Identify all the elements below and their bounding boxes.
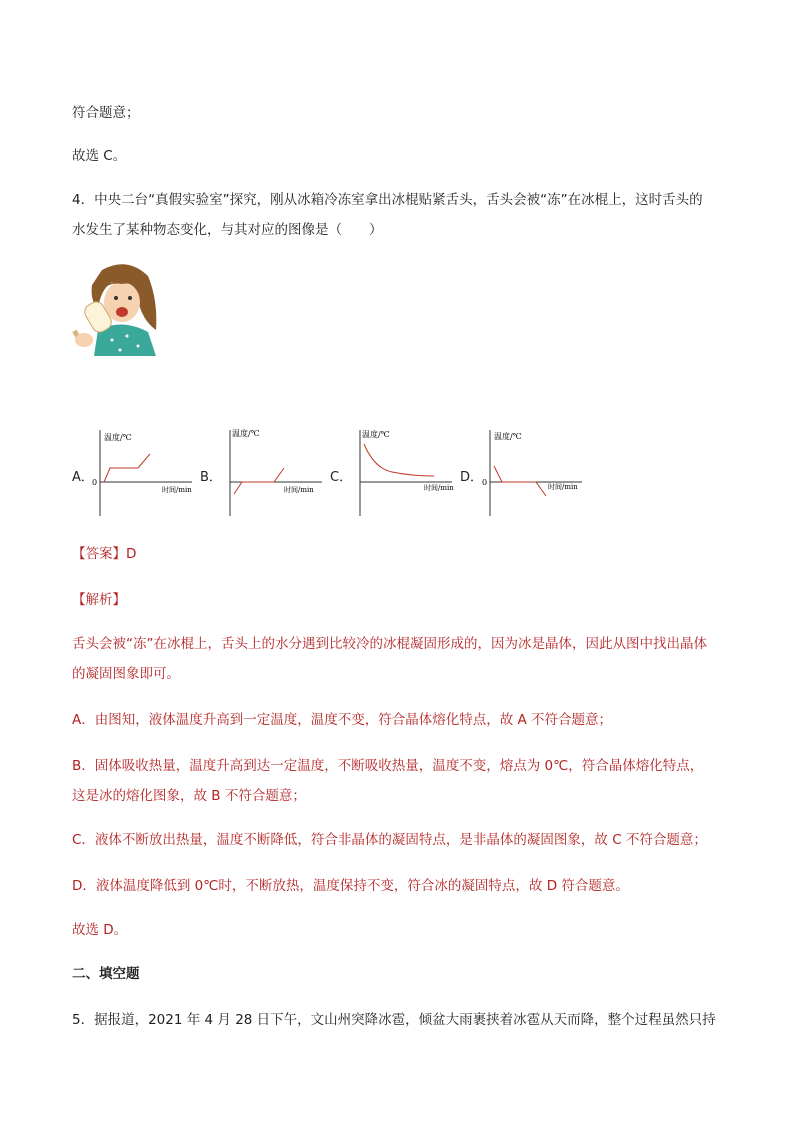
- x-axis-label: 时间/min: [424, 484, 454, 492]
- x-axis-label: 时间/min: [548, 483, 578, 491]
- curve: [364, 444, 434, 476]
- graph-d: [482, 428, 592, 524]
- analysis-option-c: C．液体不断放出热量，温度不断降低，符合非晶体的凝固特点，是非晶体的凝固图象，故 C 不符合题意；: [72, 832, 707, 848]
- answer: 【答案】D: [72, 546, 137, 562]
- y-axis-label: 温度/℃: [362, 430, 390, 439]
- question-4-line1: 4．中央二台“真假实验室”探究，刚从冰箱冷冻室拿出冰棍贴紧舌头，舌头会被“冻”在冰棍上，这时舌头的: [72, 192, 703, 208]
- x-axis-label: 时间/min: [284, 486, 314, 494]
- curve: [494, 466, 546, 496]
- final-choice: 故选 D。: [72, 922, 128, 938]
- girl-licking-popsicle-illustration: [72, 260, 162, 356]
- curve: [234, 468, 284, 494]
- section-heading: 二、填空题: [72, 966, 140, 982]
- analysis-option-d: D．液体温度降低到 0℃时，不断放热，温度保持不变，符合冰的凝固特点，故 D 符合题意。: [72, 878, 629, 894]
- graph-b: [222, 428, 332, 524]
- curve: [104, 454, 150, 482]
- y-axis-label: 温度/℃: [494, 432, 522, 441]
- y-axis-label: 温度/℃: [104, 433, 132, 442]
- analysis-heading: 【解析】: [72, 592, 126, 608]
- analysis-option-b-line2: 这是冰的熔化图象，故 B 不符合题意；: [72, 788, 306, 804]
- graph-a: [92, 428, 202, 524]
- origin-label: 0: [92, 478, 98, 487]
- analysis-option-b-line1: B．固体吸收热量，温度升高到达一定温度，不断吸收热量，温度不变，熔点为 0℃，符合晶体熔化特点，: [72, 758, 704, 774]
- question-4-line2: 水发生了某种物态变化，与其对应的图像是（ ）: [72, 222, 383, 238]
- question-5-line1: 5．据报道，2021 年 4 月 28 日下午，文山州突降冰雹，倾盆大雨裹挟着冰雹从天而降，整个过程虽然只持: [72, 1012, 716, 1028]
- option-a-label: A．: [72, 470, 94, 485]
- option-b-label: B．: [200, 470, 222, 485]
- analysis-option-a: A．由图知，液体温度升高到一定温度，温度不变，符合晶体熔化特点，故 A 不符合题意；: [72, 712, 613, 728]
- graph-c: [352, 428, 462, 524]
- text-line: 故选 C。: [72, 148, 127, 164]
- x-axis-label: 时间/min: [162, 486, 192, 494]
- option-d-label: D．: [460, 470, 484, 485]
- y-axis-label: 温度/℃: [232, 429, 260, 438]
- analysis-line2: 的凝固图象即可。: [72, 666, 180, 682]
- origin-label: 0: [482, 478, 488, 487]
- text-line: 符合题意；: [72, 105, 140, 121]
- option-c-label: C．: [330, 470, 353, 485]
- analysis-line1: 舌头会被“冻”在冰棍上，舌头上的水分遇到比较冷的冰棍凝固形成的，因为冰是晶体，因此从图中找出晶体: [72, 636, 707, 652]
